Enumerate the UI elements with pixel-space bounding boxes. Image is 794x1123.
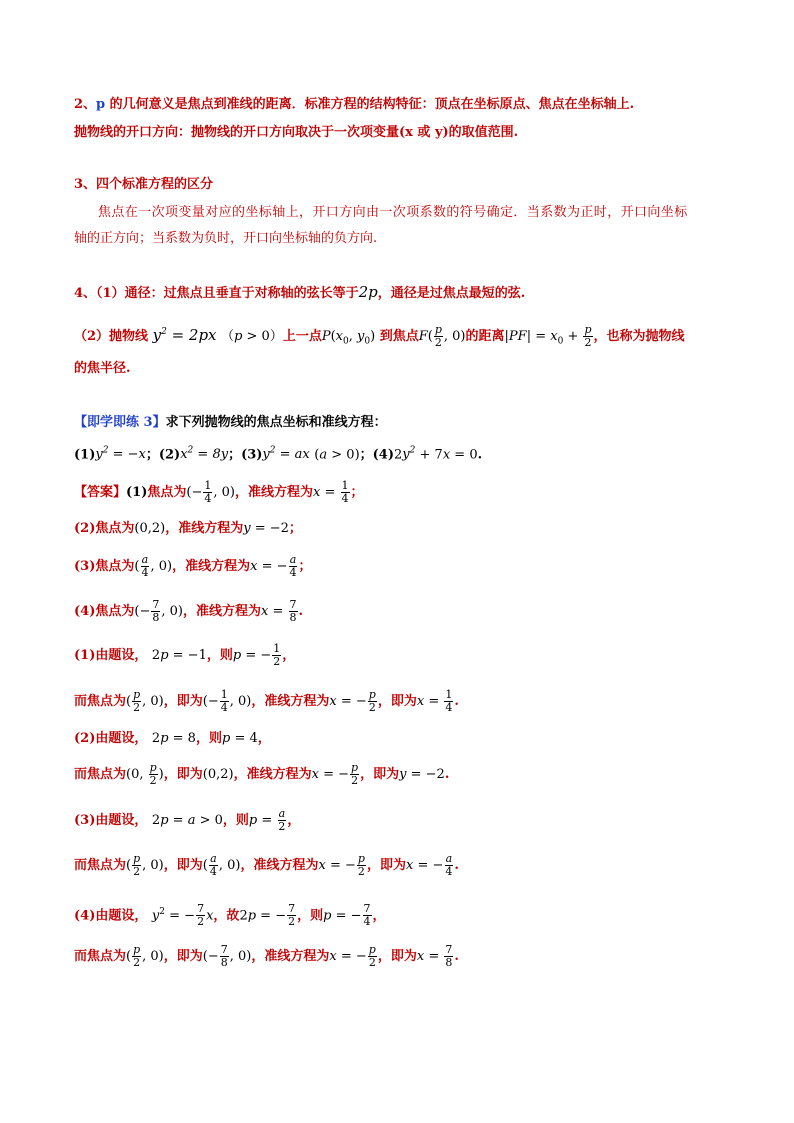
exercise-text: 求下列抛物线的焦点坐标和准线方程： (165, 415, 387, 430)
section-3-heading: 3、四个标准方程的区分 (74, 177, 214, 192)
item2-text-c: 的距离 (465, 329, 505, 344)
item2-label: （2）抛物线 (74, 329, 149, 344)
answer-4: (4)焦点为(− $\frac{7}{8}$ , 0)，准线方程为x = $\frac{7}{8}$ . (74, 598, 304, 624)
section-4-item1: 4、（1）通径：过焦点且垂直于对称轴的弦长等于2p，通径是过焦点最短的弦. (74, 283, 526, 301)
section-4-item2-end: 的焦半径. (74, 361, 131, 376)
exercise-tag: 【即学即练 3】 (74, 415, 166, 430)
exercise-questions: $(1)y^2 = -x$；$(2)x^2 = 8y$；$(3)y^2$ = ax (a > 0)；$(4)2y^2 + 7x = 0$. (74, 446, 483, 463)
item2-text-d: ，也称为抛物线 (593, 329, 685, 344)
latus-rectum-text: 4、（1）通径：过焦点且垂直于对称轴的弦长等于 (74, 286, 359, 301)
answer-tag: 【答案】 (74, 485, 127, 500)
exercise-prompt (74, 414, 387, 432)
solution-3-step2: 而焦点为( $\frac{p}{2}$ , 0)，即为( $\frac{a}{4}$ , 0)，准线方程为x = − $\frac{p}{2}$ ，即为x = − $\frac{a}{4}$ . (74, 852, 459, 878)
answer-1: 【答案】(1)焦点为(− $\frac{1}{4}$ , 0)，准线方程为x = $\frac{1}{4}$ ； (74, 479, 364, 505)
item2-text-b: 到焦点 (379, 329, 419, 344)
solution-4-step1: (4)由题设， $y^2$ = − $\frac{7}{2}$ x，故2p = − $\frac{7}{2}$ ，则p = − $\frac{7}{4}$ ， (74, 902, 386, 929)
answer-2: (2)焦点为(0,2)，准线方程为y = −2； (74, 521, 302, 536)
answer-3: (3)焦点为( $\frac{a}{4}$ , 0)，准线方程为x = − $\frac{a}{4}$ ； (74, 553, 312, 579)
section-4-item2: （2）抛物线 $y^2 = 2px$ （p > 0）上一点$P(x_0$, $y_0$) 到焦点F( $\frac{p}{2}$ , 0)的距离$|PF| = x_0$ + $\frac{p}{2}$ ，也称为抛物线 (74, 323, 685, 349)
solution-2-step2: 而焦点为(0, $\frac{p}{2}$ )，即为(0,2)，准线方程为x = − $\frac{p}{2}$ ，即为y = −2. (74, 761, 450, 787)
section-2-text: 的几何意义是焦点到准线的距离．标准方程的结构特征：顶点在坐标原点、焦点在坐标轴上. (105, 97, 635, 112)
solution-1-step2: 而焦点为( $\frac{p}{2}$ , 0)，即为(− $\frac{1}{4}$ , 0)，准线方程为x = − $\frac{p}{2}$ ，即为x = $\frac{1}{4}$ . (74, 688, 459, 714)
solution-3-step1: (3)由题设， 2p = a > 0，则p = $\frac{a}{2}$ ， (74, 807, 301, 833)
solution-4-step2: 而焦点为( $\frac{p}{2}$ , 0)，即为(− $\frac{7}{8}$ , 0)，准线方程为x = − $\frac{p}{2}$ ，即为x = $\frac{7}{8}$ . (74, 943, 459, 969)
section-2-number: 2、 (74, 97, 97, 112)
symbol-p: p (96, 97, 106, 112)
item2-text-a: 上一点 (282, 329, 322, 344)
section-3-para-line1: 焦点在一次项变量对应的坐标轴上，开口方向由一次项系数的符号确定．当系数为正时，开口向坐标 (98, 205, 688, 220)
section-3-para-line2: 轴的正方向；当系数为负时，开口向坐标轴的负方向. (74, 231, 378, 246)
section-2-line2: 抛物线的开口方向：抛物线的开口方向取决于一次项变量(x 或 y)的取值范围. (74, 125, 519, 140)
solution-2-step1: (2)由题设， 2p = 8，则p = 4， (74, 731, 271, 746)
latus-rectum-text-end: ，通径是过焦点最短的弦. (377, 286, 526, 301)
solution-1-step1: (1)由题设， 2p = −1，则p = − $\frac{1}{2}$ ， (74, 642, 296, 668)
section-2-line1 (74, 96, 634, 114)
